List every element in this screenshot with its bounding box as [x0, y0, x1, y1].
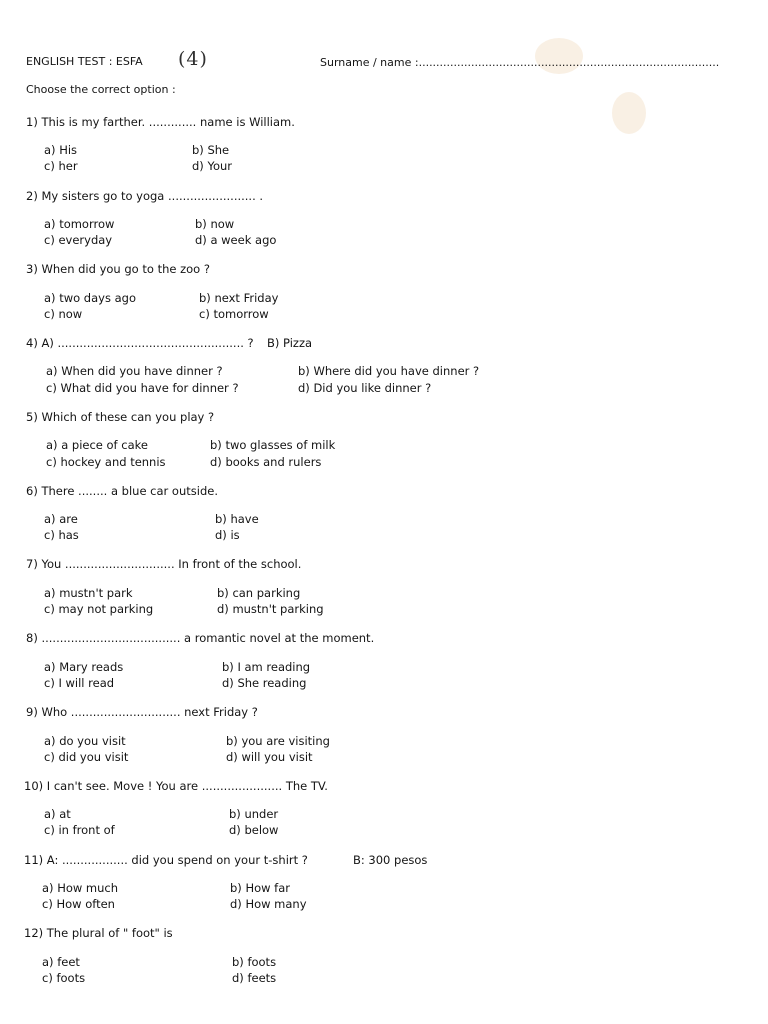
q12-option-c[interactable]: c) foots: [42, 971, 86, 985]
q9-option-d[interactable]: d) will you visit: [226, 750, 313, 764]
question-10: 10) I can't see. Move ! You are ...................... The TV.: [24, 779, 328, 793]
q7-option-b[interactable]: b) can parking: [217, 586, 301, 600]
q8-option-b[interactable]: b) I am reading: [222, 660, 311, 674]
q10-option-a[interactable]: a) at: [44, 807, 71, 821]
q7-option-d[interactable]: d) mustn't parking: [217, 602, 324, 616]
question-7: 7) You .............................. In front of the school.: [26, 557, 302, 571]
q3-option-d[interactable]: c) tomorrow: [199, 307, 269, 321]
question-3: 3) When did you go to the zoo ?: [26, 262, 210, 276]
question-1: 1) This is my farther. ............. name is William.: [26, 115, 295, 129]
q12-option-d[interactable]: d) feets: [232, 971, 277, 985]
q5-option-a[interactable]: a) a piece of cake: [46, 438, 148, 452]
q2-option-c[interactable]: c) everyday: [44, 233, 113, 247]
q3-option-c[interactable]: c) now: [44, 307, 83, 321]
q4-option-a[interactable]: a) When did you have dinner ?: [46, 364, 223, 378]
q5-option-d[interactable]: d) books and rulers: [210, 455, 322, 469]
q11-option-b[interactable]: b) How far: [230, 881, 291, 895]
q6-option-a[interactable]: a) are: [44, 512, 78, 526]
question-4: 4) A) ................................................... ?: [26, 336, 254, 350]
q1-option-b[interactable]: b) She: [192, 143, 230, 157]
q3-option-a[interactable]: a) two days ago: [44, 291, 136, 305]
q2-option-b[interactable]: b) now: [195, 217, 235, 231]
q11-option-d[interactable]: d) How many: [230, 897, 307, 911]
q9-option-a[interactable]: a) do you visit: [44, 734, 126, 748]
q11-option-a[interactable]: a) How much: [42, 881, 119, 895]
q6-option-b[interactable]: b) have: [215, 512, 259, 526]
q7-option-c[interactable]: c) may not parking: [44, 602, 154, 616]
q2-option-a[interactable]: a) tomorrow: [44, 217, 115, 231]
q12-option-b[interactable]: b) foots: [232, 955, 277, 969]
q1-option-d[interactable]: d) Your: [192, 159, 232, 173]
q6-option-c[interactable]: c) has: [44, 528, 79, 542]
q1-option-a[interactable]: a) His: [44, 143, 78, 157]
question-8: 8) ...................................... a romantic novel at the moment.: [26, 631, 375, 645]
q10-option-c[interactable]: c) in front of: [44, 823, 115, 837]
question-2: 2) My sisters go to yoga ........................ .: [26, 189, 264, 203]
q9-option-b[interactable]: b) you are visiting: [226, 734, 330, 748]
test-title: ENGLISH TEST : ESFA: [26, 55, 143, 68]
question-9: 9) Who .............................. next Friday ?: [26, 705, 258, 719]
q5-option-c[interactable]: c) hockey and tennis: [46, 455, 166, 469]
question-4-answer: B) Pizza: [267, 336, 313, 350]
q10-option-b[interactable]: b) under: [229, 807, 279, 821]
q2-option-d[interactable]: d) a week ago: [195, 233, 277, 247]
q8-option-a[interactable]: a) Mary reads: [44, 660, 124, 674]
q1-option-c[interactable]: c) her: [44, 159, 78, 173]
surname-name-field[interactable]: Surname / name :......................................................................................: [320, 56, 720, 69]
q12-option-a[interactable]: a) feet: [42, 955, 80, 969]
paper-stain: [612, 92, 646, 134]
question-5: 5) Which of these can you play ?: [26, 410, 215, 424]
q3-option-b[interactable]: b) next Friday: [199, 291, 279, 305]
q5-option-b[interactable]: b) two glasses of milk: [210, 438, 336, 452]
q9-option-c[interactable]: c) did you visit: [44, 750, 129, 764]
q4-option-d[interactable]: d) Did you like dinner ?: [298, 381, 432, 395]
question-6: 6) There ........ a blue car outside.: [26, 484, 218, 498]
question-11: 11) A: .................. did you spend on your t-shirt ?: [24, 853, 308, 867]
handwritten-number: (4): [178, 48, 208, 70]
q10-option-d[interactable]: d) below: [229, 823, 279, 837]
question-12: 12) The plural of " foot" is: [24, 926, 173, 940]
q8-option-d[interactable]: d) She reading: [222, 676, 307, 690]
q4-option-c[interactable]: c) What did you have for dinner ?: [46, 381, 239, 395]
q7-option-a[interactable]: a) mustn't park: [44, 586, 133, 600]
q6-option-d[interactable]: d) is: [215, 528, 240, 542]
q11-option-c[interactable]: c) How often: [42, 897, 115, 911]
q4-option-b[interactable]: b) Where did you have dinner ?: [298, 364, 480, 378]
q8-option-c[interactable]: c) I will read: [44, 676, 115, 690]
question-11-answer: B: 300 pesos: [353, 853, 428, 867]
instruction: Choose the correct option :: [26, 83, 176, 96]
